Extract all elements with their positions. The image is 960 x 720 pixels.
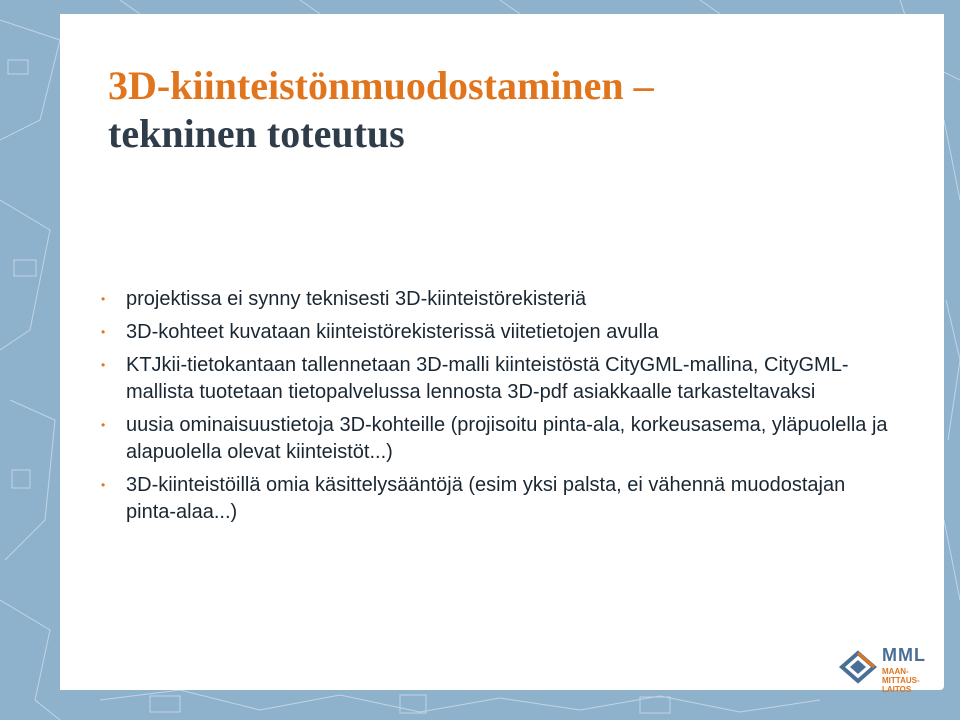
bullet-text: projektissa ei synny teknisesti 3D-kiinteistörekisteriä — [126, 288, 587, 310]
bullet-item — [100, 472, 890, 526]
bullet-item — [100, 412, 890, 466]
bullet-icon: • — [101, 292, 106, 306]
bullet-icon: • — [101, 325, 106, 339]
slide-title-line2: tekninen toteutus — [108, 111, 405, 156]
bullet-icon: • — [101, 478, 106, 492]
logo-text-line2: MITTAUS- — [882, 676, 920, 685]
logo-abbreviation: MML — [882, 645, 926, 665]
bullet-item — [100, 319, 890, 346]
bullet-icon: • — [101, 418, 106, 432]
mml-logo — [838, 645, 938, 695]
logo-text-line3: LAITOS — [882, 685, 912, 694]
logo-text-line1: MAAN- — [882, 667, 909, 676]
bullet-list — [100, 286, 890, 532]
slide-title-line1: 3D-kiinteistönmuodostaminen – — [108, 63, 654, 108]
slide-title — [108, 62, 868, 158]
bullet-text: uusia ominaisuustietoja 3D-kohteille (projisoitu pinta-ala, korkeusasema, yläpuolella ja alapuolella olevat kiinteistöt...) — [126, 414, 888, 463]
mml-logo-icon — [838, 647, 878, 687]
bullet-text: KTJkii-tietokantaan tallennetaan 3D-malli kiinteistöstä CityGML-mallina, CityGML-mallista tuotetaan tietopalvelussa lennosta 3D-pdf asiakkaalle tarkasteltavaksi — [126, 354, 849, 403]
bullet-icon: • — [101, 358, 106, 372]
bullet-text: 3D-kiinteistöillä omia käsittelysääntöjä (esim yksi palsta, ei vähennä muodostajan pinta-alaa...) — [126, 474, 846, 523]
bullet-item — [100, 286, 890, 313]
bullet-item — [100, 352, 890, 406]
bullet-text: 3D-kohteet kuvataan kiinteistörekisterissä viitetietojen avulla — [126, 321, 659, 343]
